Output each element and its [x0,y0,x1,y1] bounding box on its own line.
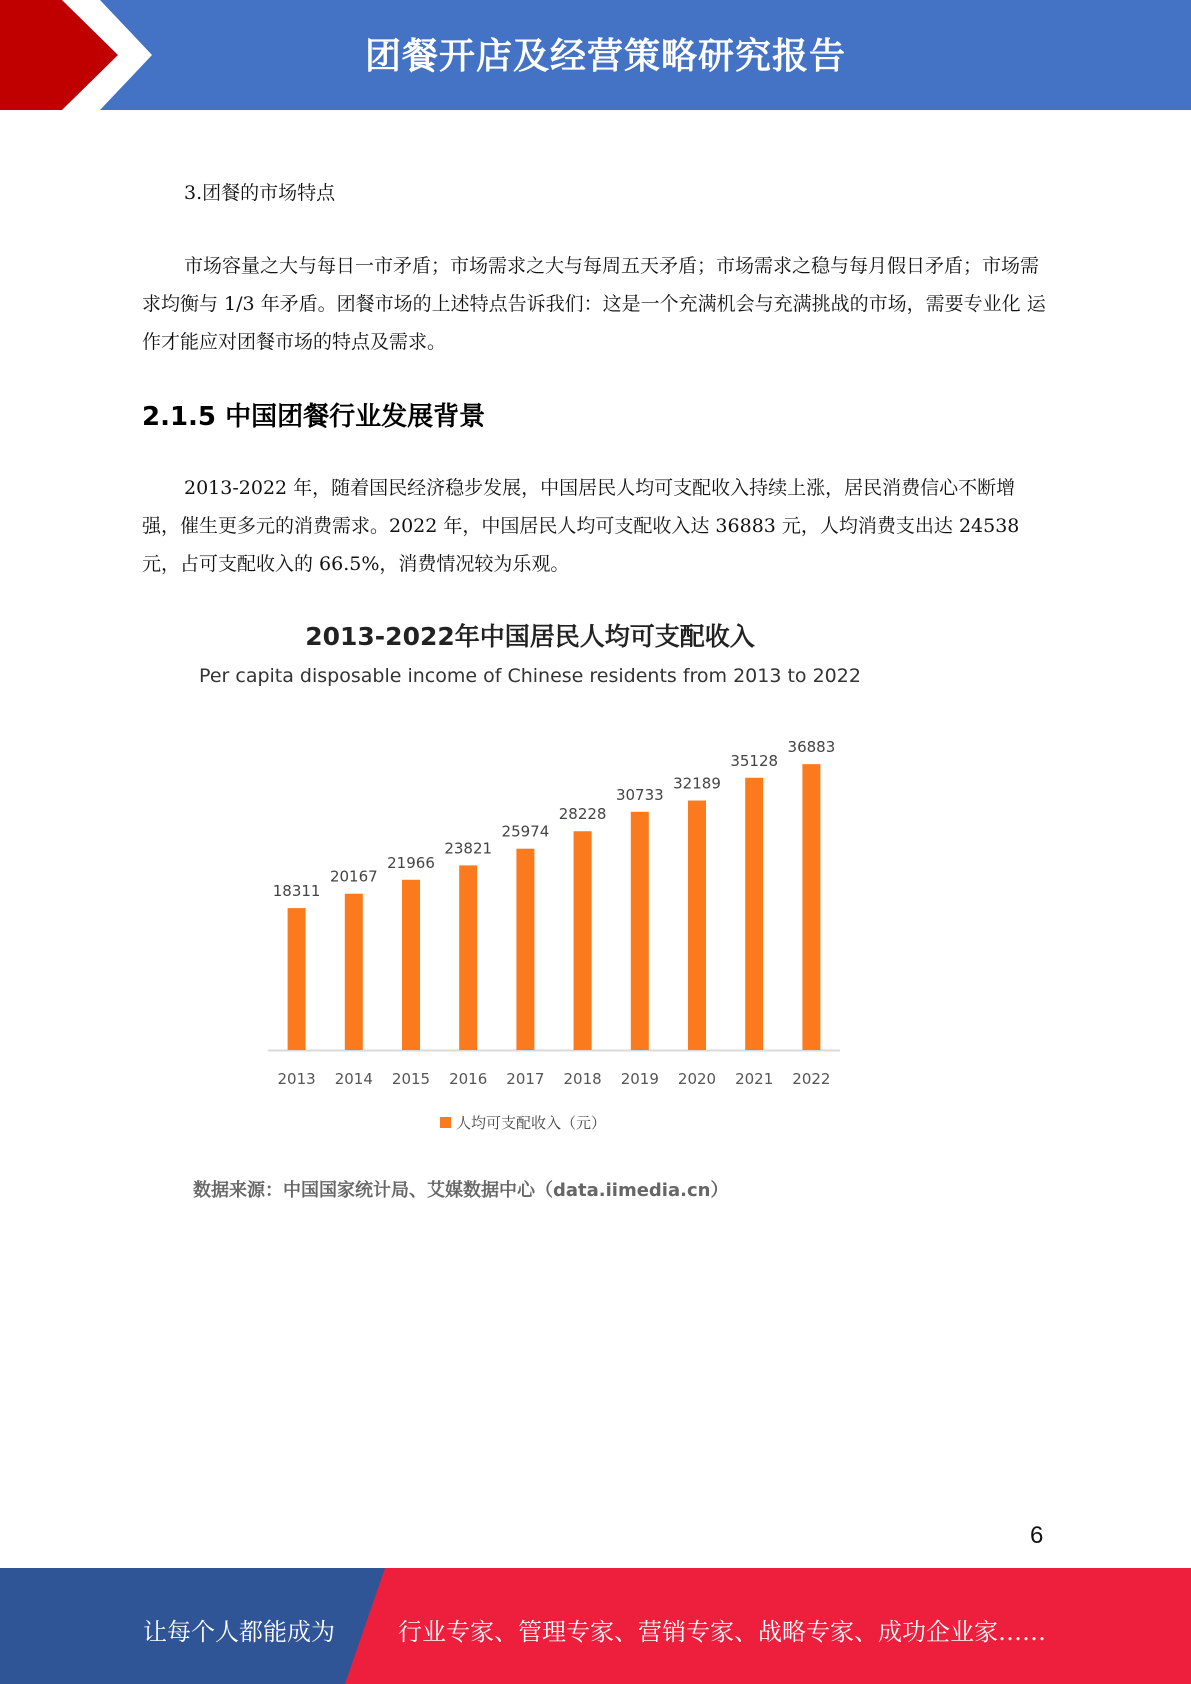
market-features-paragraph: 市场容量之大与每日一市矛盾；市场需求之大与每周五天矛盾；市场需求之稳与每月假日矛盾；市场需求均衡与 1/3 年矛盾。团餐市场的上述特点告诉我们：这是一个充满机会与充满挑战的市场，需要专业化 运作才能应对团餐市场的特点及需求。 [142,255,1046,353]
footer-slogan-left: 让每个人都能成为 [143,1618,335,1646]
legend-label: 人均可支配收入（元） [456,1114,607,1132]
section-heading: 2.1.5 中国团餐行业发展背景 [142,402,486,432]
chart-title: 2013-2022年中国居民人均可支配收入 [305,622,755,651]
page-footer [0,1568,1191,1684]
page-number: 6 [1030,1522,1044,1549]
chart-legend [440,1112,606,1133]
bar-2022 [802,764,820,1050]
data-label-2019: 30733 [615,785,664,804]
data-label-2020: 32189 [673,774,721,793]
page-header [0,0,1191,110]
x-tick-2021: 2021 [735,1070,774,1088]
market-features-subheading: 3.团餐的市场特点 [184,182,336,204]
x-tick-2015: 2015 [391,1070,431,1088]
x-tick-2013: 2013 [277,1070,316,1088]
data-label-2017: 25974 [501,822,550,841]
x-tick-2018: 2018 [563,1070,602,1088]
data-label-2021: 35128 [730,751,779,770]
x-tick-2016: 2016 [449,1070,488,1088]
x-tick-2019: 2019 [620,1070,659,1088]
x-tick-2014: 2014 [334,1070,373,1088]
bar-2019 [631,812,649,1050]
data-label-2013: 18311 [272,882,321,901]
x-tick-2017: 2017 [506,1070,545,1088]
bar-2018 [574,831,592,1050]
bar-2020 [688,801,706,1050]
data-source-note: 数据来源：中国国家统计局、艾媒数据中心（data.iimedia.cn） [193,1180,729,1201]
report-title: 团餐开店及经营策略研究报告 [364,36,846,77]
bar-2015 [402,880,420,1050]
data-label-2014: 20167 [329,867,378,886]
legend-swatch [440,1117,451,1128]
data-label-2018: 28228 [558,805,607,824]
chart-subtitle: Per capita disposable income of Chinese residents from 2013 to 2022 [199,665,861,687]
x-tick-2020: 2020 [677,1070,717,1088]
background-paragraph: 2013-2022 年，随着国民经济稳步发展，中国居民人均可支配收入持续上涨，居民消费信心不断增强，催生更多元的消费需求。2022 年，中国居民人均可支配收入达 36883 元，人均消费支出达 24538 元，占可支配收入的 66.5%，消费情况较为乐观。 [142,477,1020,575]
data-label-2016: 23821 [444,839,493,858]
bar-2013 [288,908,306,1050]
data-label-2015: 21966 [387,853,435,872]
data-label-2022: 36883 [787,738,836,757]
bar-2014 [345,894,363,1050]
footer-slogan-right: 行业专家、管理专家、营销专家、战略专家、成功企业家…… [398,1618,1046,1646]
bar-2021 [745,778,763,1050]
bar-2016 [459,865,477,1050]
x-tick-2022: 2022 [792,1070,831,1088]
bar-2017 [516,849,534,1050]
income-bar-chart [260,720,860,1100]
